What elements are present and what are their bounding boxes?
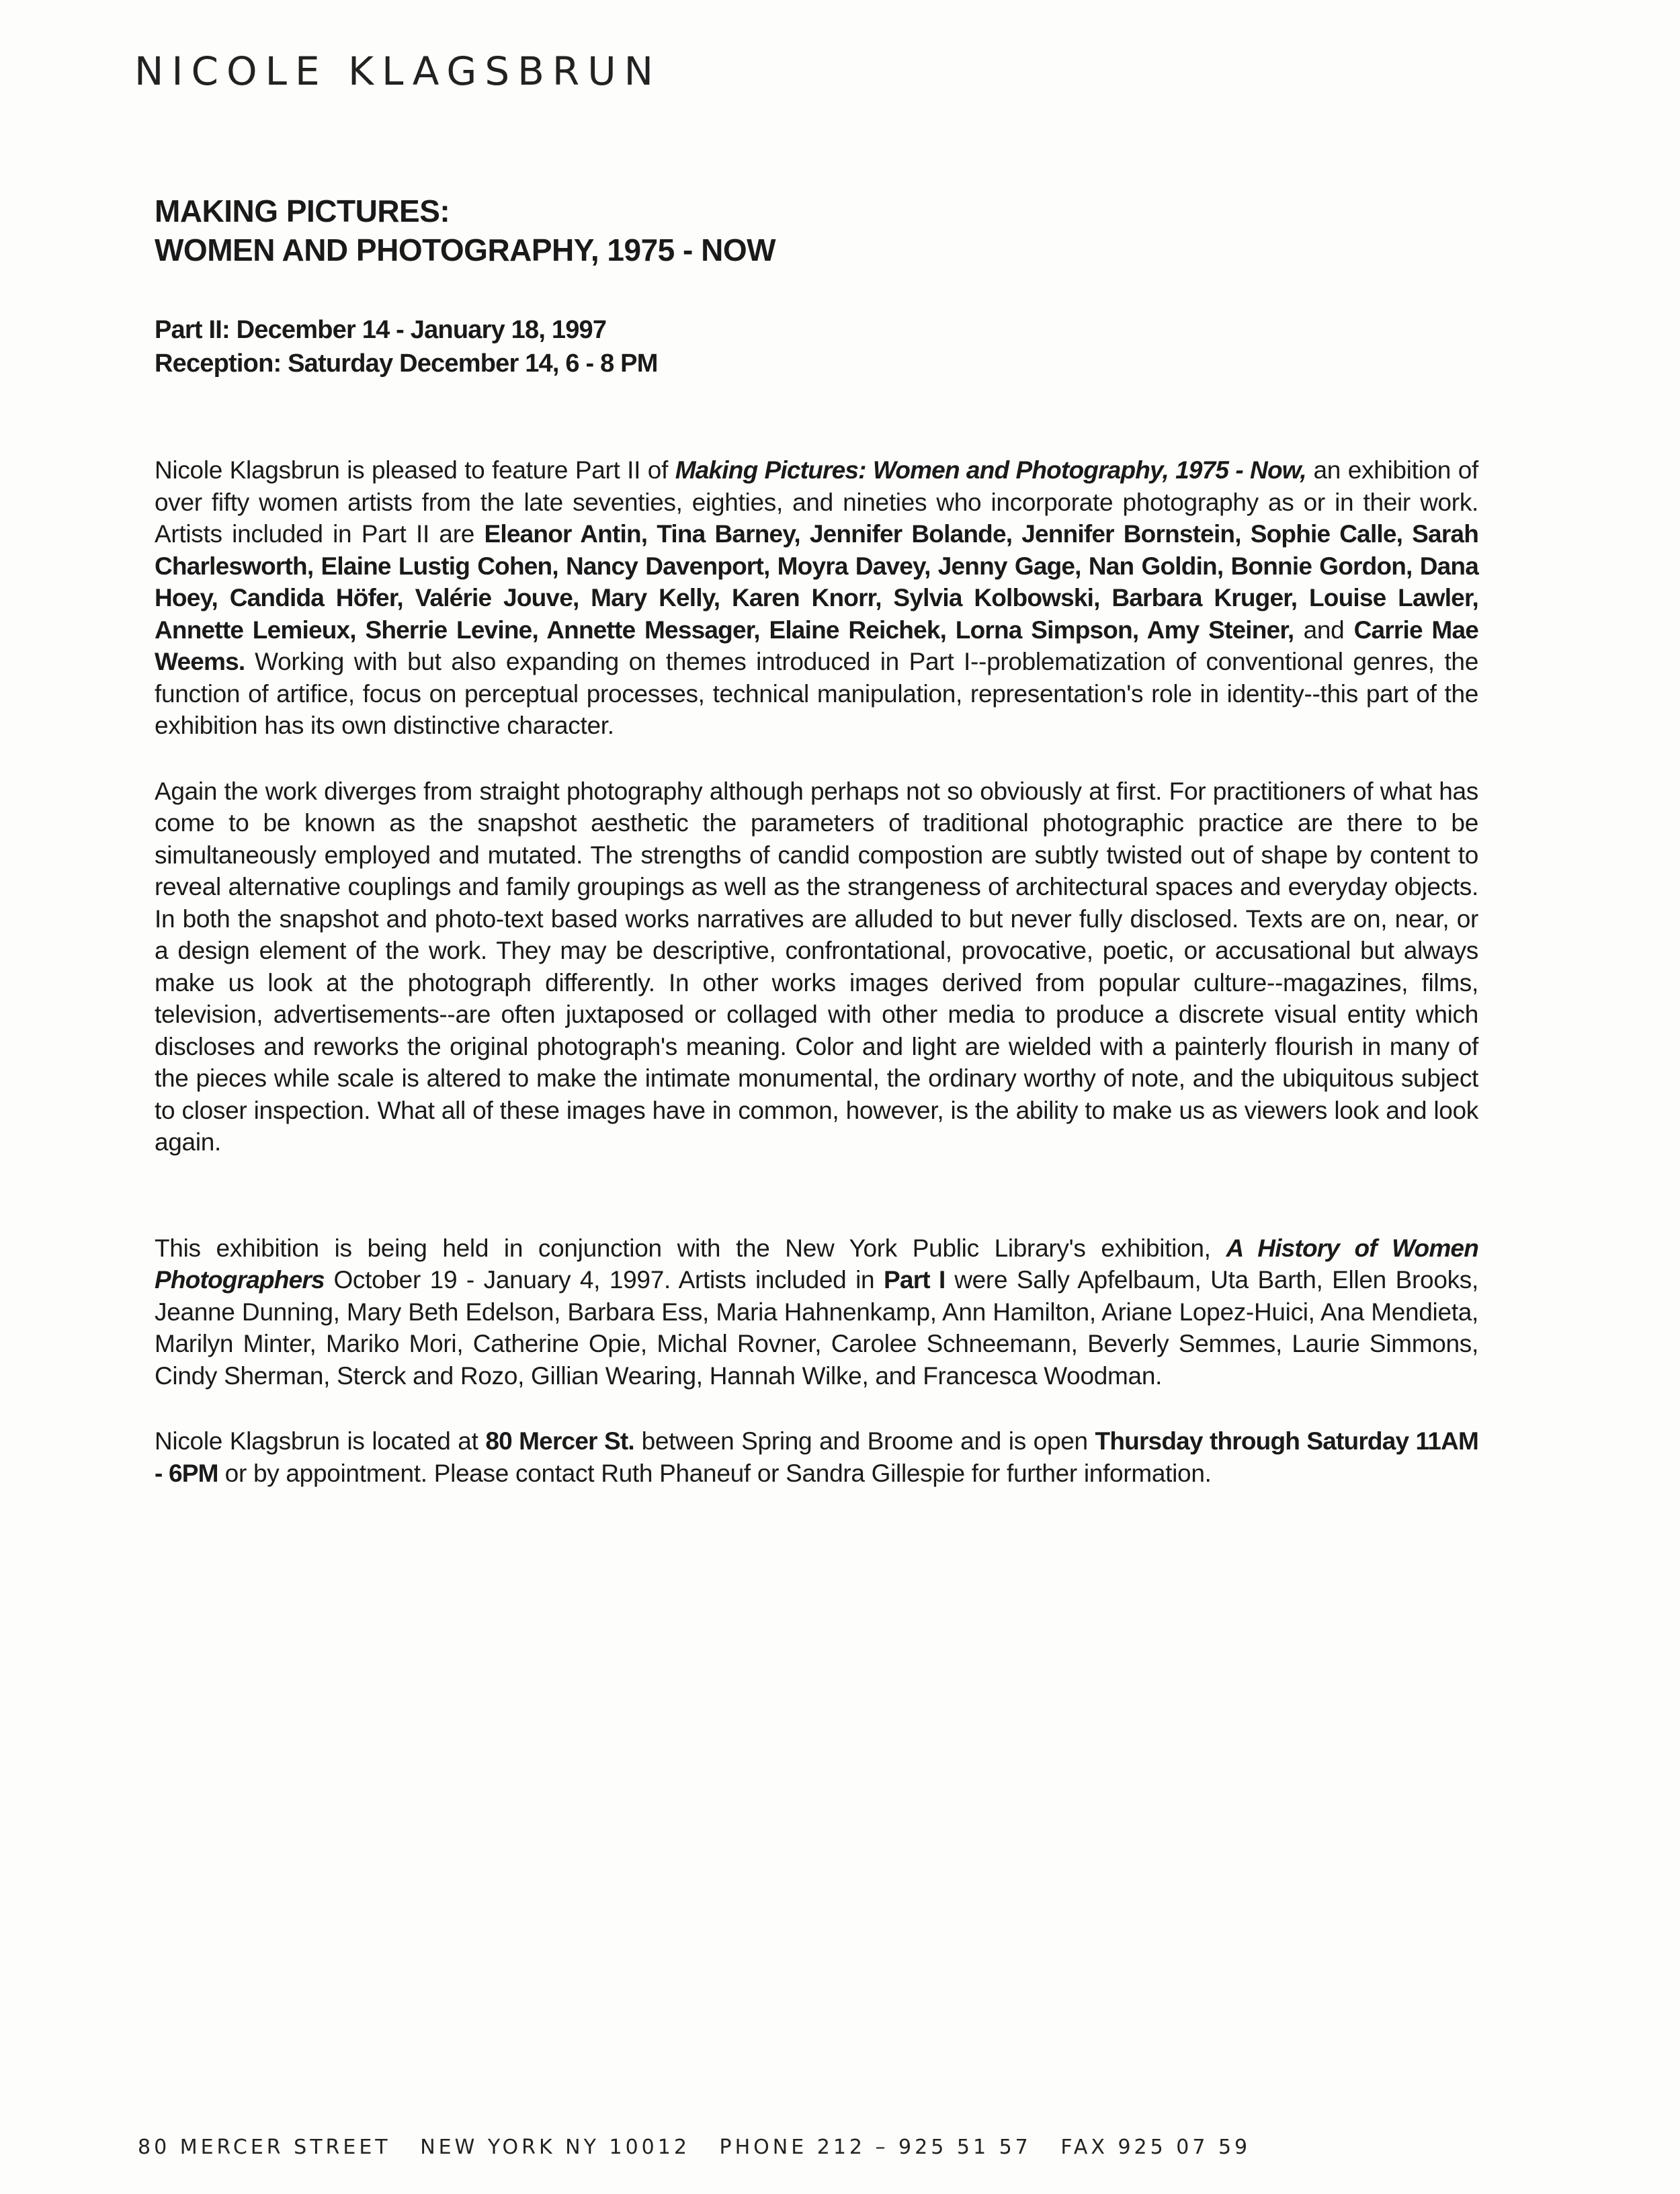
gallery-letterhead: NICOLE KLAGSBRUN xyxy=(134,48,662,94)
press-release-body xyxy=(155,192,1478,1489)
intro-text-1: Nicole Klagsbrun is pleased to feature Part II of xyxy=(155,456,675,484)
themes-paragraph: Again the work diverges from straight photography although perhaps not so obviously at first. For practitioners of what has come to be known as the snapshot aesthetic the parameters of traditional photographic practice are there to be simultaneously employed and mutated. The strengths of candid compostion are subtly twisted out of shape by content to reveal alternative couplings and family groupings as well as the strangeness of architectural spaces and everyday objects. In both the snapshot and photo-text based works narratives are alluded to but never fully disclosed. Texts are on, near, or a design element of the work. They may be descriptive, confrontational, provocative, poetic, or accusational but always make us look at the photograph differently. In other works images derived from popular culture--magazines, films, television, advertisements--are often juxtaposed or collaged with other media to produce a discrete visual entity which discloses and reworks the original photograph's meaning. Color and light are wielded with a painterly flourish in many of the pieces while scale is altered to make the intimate monumental, the ordinary worthy of note, and the ubiquitous subject to closer inspection. What all of these images have in common, however, is the ability to make us as viewers look and look again. xyxy=(155,777,1478,1156)
exhibition-title-line-1: MAKING PICTURES: xyxy=(155,194,450,228)
conjunction-text-1: This exhibition is being held in conjunction with the New York Public Library's exhibition, xyxy=(155,1234,1226,1262)
last-artist: Carrie Mae Weems. xyxy=(155,616,1478,675)
gallery-address: 80 Mercer St. xyxy=(485,1427,634,1455)
conjunction-text-2: October 19 - January 4, 1997. Artists included in xyxy=(324,1266,884,1294)
reception-info: Reception: Saturday December 14, 6 - 8 PM xyxy=(155,349,658,378)
intro-text-2: an exhibition of over fifty women artists from the late seventies, eighties, and nineties who incorporate photography as or in their work. Artists included in Part II are xyxy=(155,456,1478,548)
part-one-artist-list: were Sally Apfelbaum, Uta Barth, Ellen Brooks, Jeanne Dunning, Mary Beth Edelson, Barbara Ess, Maria Hahnenkamp, Ann Hamilton, Ariane Lopez-Huici, Ana Mendieta, Marilyn Minter, Mariko Mori, Catherine Opie, Michal Rovner, Carolee Schneemann, Beverly Semmes, Laurie Simmons, Cindy Sherman, Sterck and Rozo, Gillian Wearing, Hannah Wilke, and Francesca Woodman. xyxy=(155,1266,1478,1390)
gallery-contact-footer: 80 MERCER STREET NEW YORK NY 10012 PHONE 212 – 925 51 57 FAX 925 07 59 xyxy=(138,2136,1251,2159)
intro-paragraph xyxy=(155,454,1478,742)
exhibition-dates xyxy=(155,313,1478,380)
part-one-label: Part I xyxy=(884,1266,946,1294)
location-text-2: between Spring and Broome and is open xyxy=(634,1427,1095,1455)
exhibition-name: Making Pictures: Women and Photography, 1975 - Now, xyxy=(675,456,1306,484)
gallery-hours: Thursday through Saturday 11AM - 6PM xyxy=(155,1427,1478,1487)
part-two-dates: Part II: December 14 - January 18, 1997 xyxy=(155,316,607,344)
intro-text-4: Working with but also expanding on themes introduced in Part I--problematization of conventional genres, the function of artifice, focus on perceptual processes, technical manipulation, representation's role in identity--this part of the exhibition has its own distinctive character. xyxy=(155,648,1478,739)
location-text-3: or by appointment. Please contact Ruth Phaneuf or Sandra Gillespie for further information. xyxy=(218,1459,1212,1487)
intro-text-3: and xyxy=(1294,616,1354,644)
location-text-1: Nicole Klagsbrun is located at xyxy=(155,1427,486,1455)
part-two-artist-list: Eleanor Antin, Tina Barney, Jennifer Bolande, Jennifer Bornstein, Sophie Calle, Sarah Charlesworth, Elaine Lustig Cohen, Nancy Davenport, Moyra Davey, Jenny Gage, Nan Goldin, Bonnie Gordon, Dana Hoey, Candida Höfer, Valérie Jouve, Mary Kelly, Karen Knorr, Sylvia Kolbowski, Barbara Kruger, Louise Lawler, Annette Lemieux, Sherrie Levine, Annette Messager, Elaine Reichek, Lorna Simpson, Amy Steiner, xyxy=(155,520,1478,644)
nypl-exhibition-name: A History of Women Photographers xyxy=(155,1234,1478,1294)
location-paragraph xyxy=(155,1425,1478,1489)
conjunction-paragraph xyxy=(155,1232,1478,1392)
exhibition-title xyxy=(155,192,1478,269)
exhibition-title-line-2: WOMEN AND PHOTOGRAPHY, 1975 - NOW xyxy=(155,233,776,267)
